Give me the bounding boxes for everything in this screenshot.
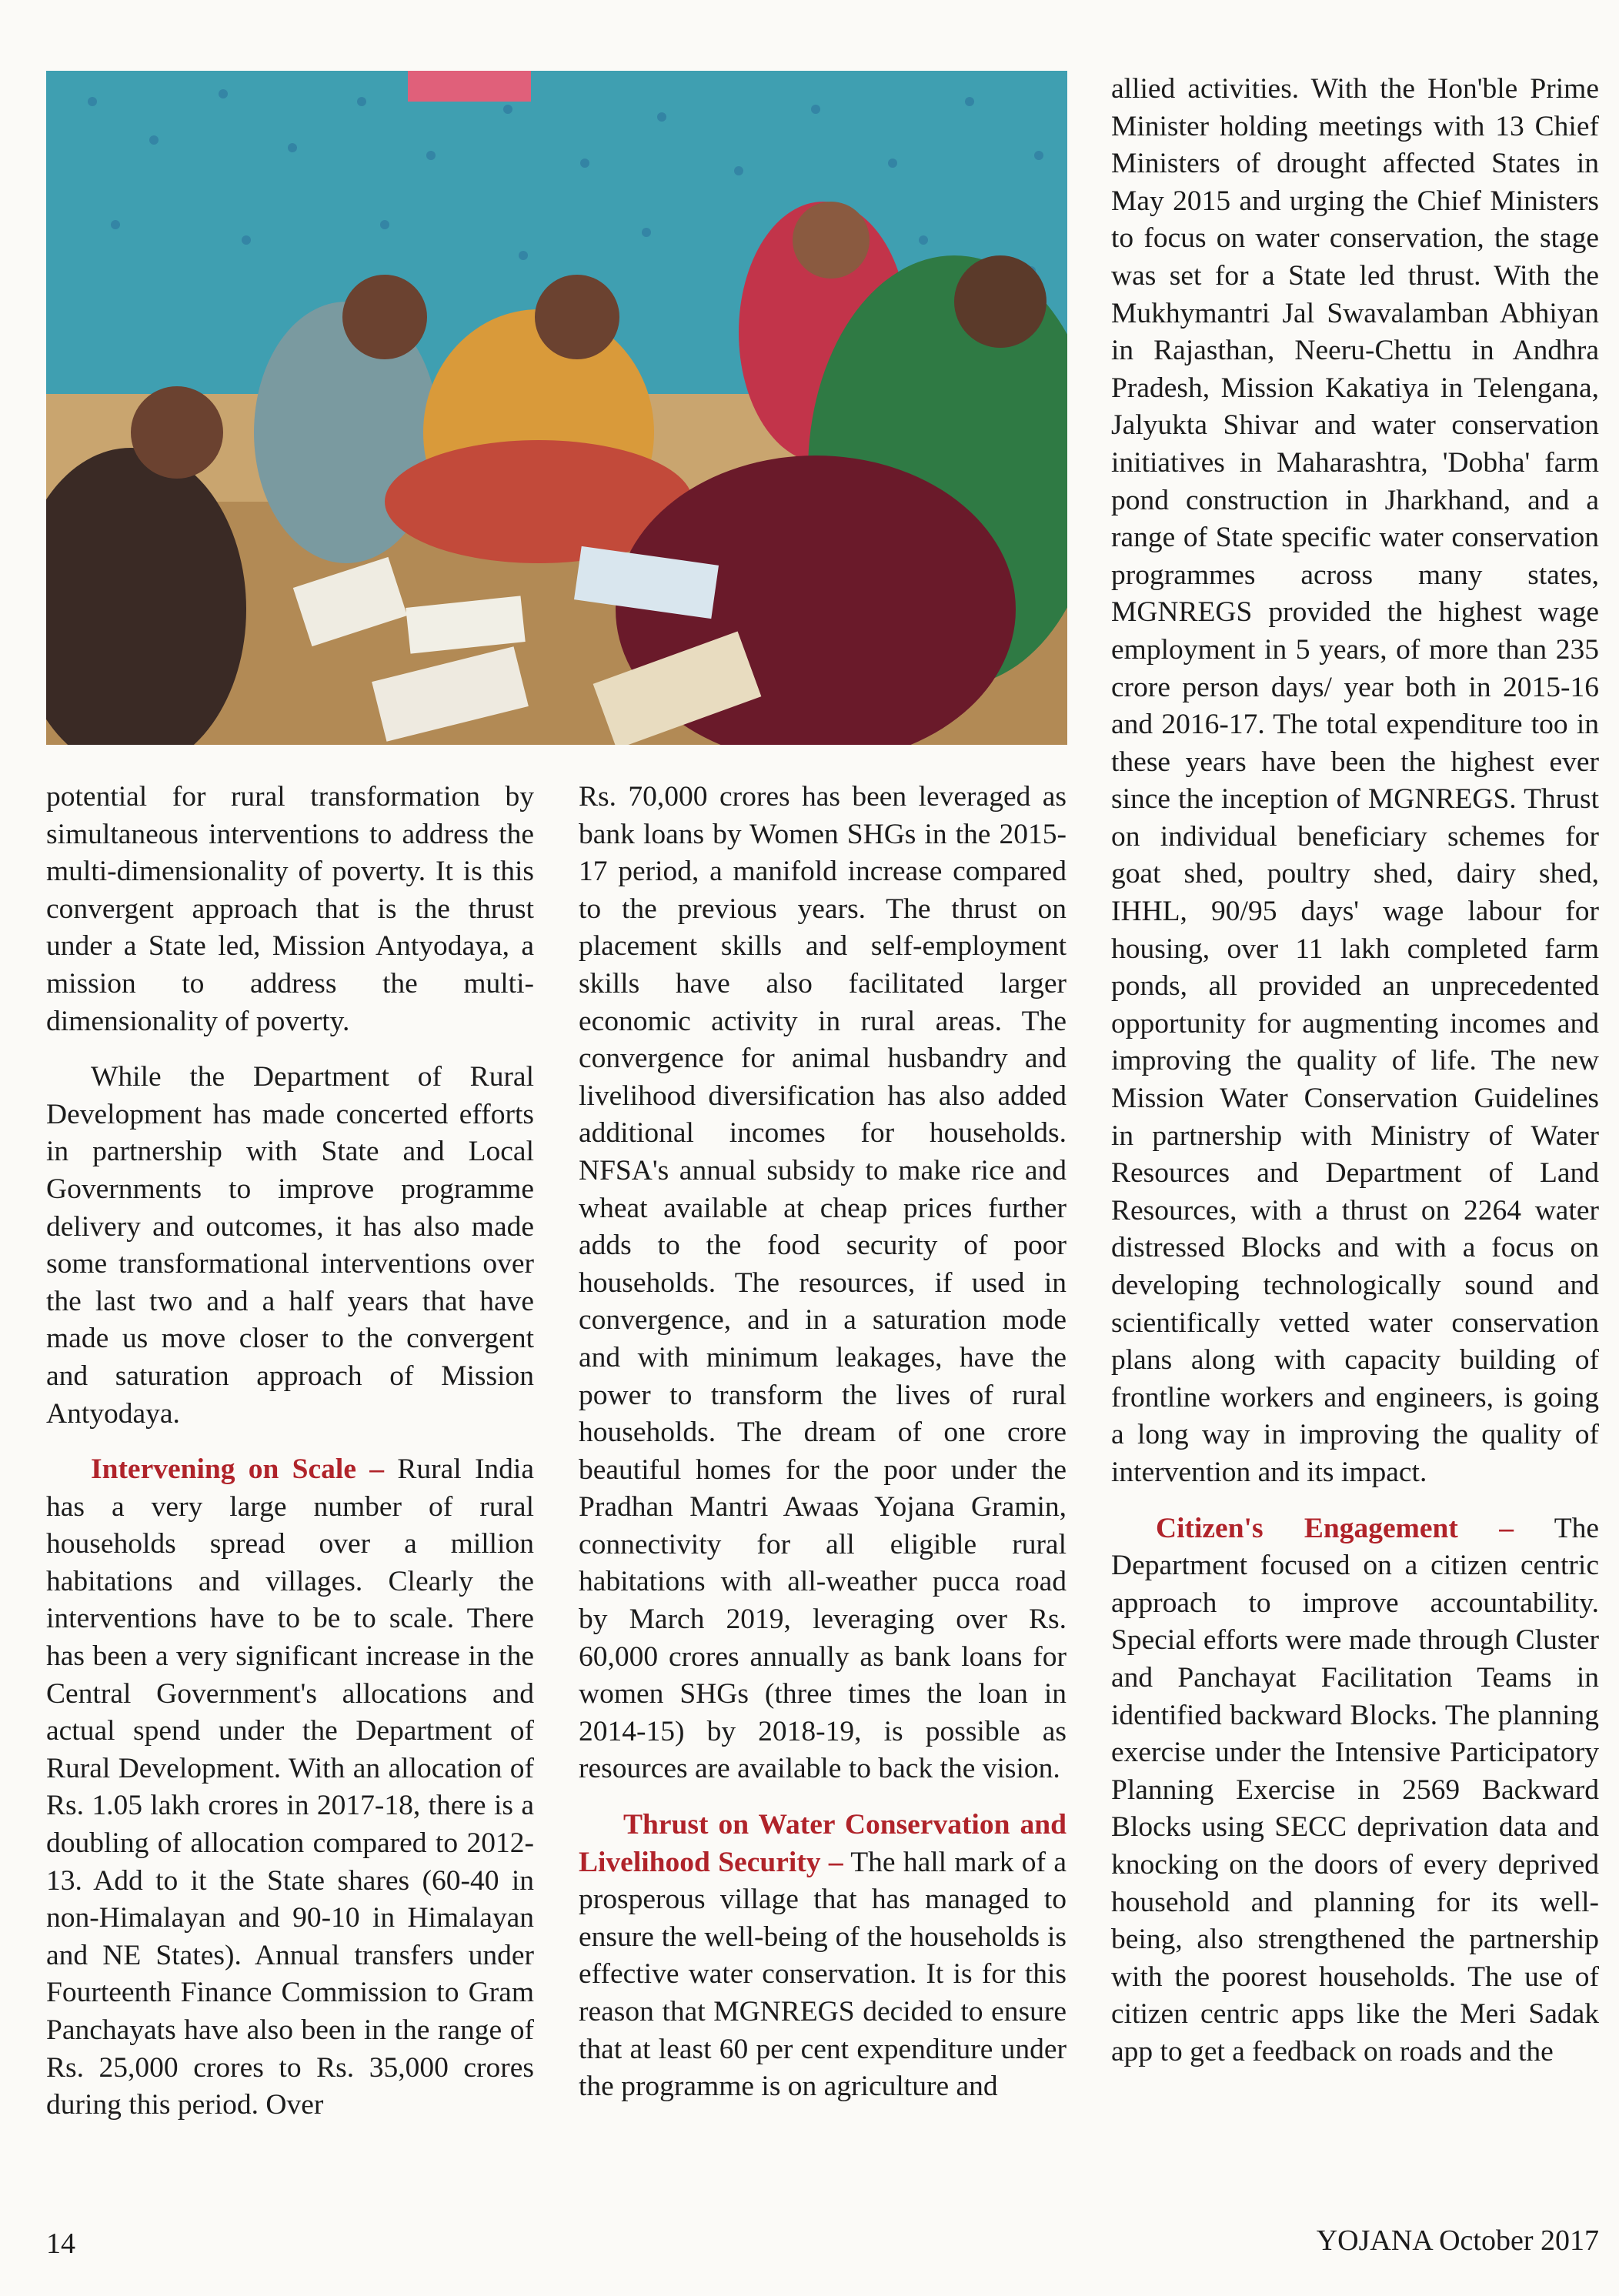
running-head: YOJANA October 2017 xyxy=(1316,2224,1599,2257)
paragraph xyxy=(579,1807,1067,2106)
paragraph: allied activities. With the Hon'ble Prime Minister holding meetings with 13 Chief Ministers of drought affected States in May 2015 and urging the Chief Ministers to focus on water conservation, the stage was set for a State led thrust. With the Mukhymantri Jal Swavalamban Abhiyan in Rajasthan, Neeru-Chettu in Andhra Pradesh, Mission Kakatiya in Telengana, Jalyukta Shivar and water conservation initiatives in Maharashtra, 'Dobha' farm pond construction in Jharkhand, and a range of State specific water conservation programmes across many states, MGNREGS provided the highest wage employment in 5 years, of more than 235 crore person days/ year both in 2015-16 and 2016-17. The total expenditure too in these years have been the highest ever since the inception of MGNREGS. Thrust on individual beneficiary schemes for goat shed, poultry shed, dairy shed, IHHL, 90/95 days' wage labour for housing, over 11 lakh completed farm ponds, all provided an unprecedented opportunity for augmenting incomes and improving the quality of life. The new Mission Water Conservation Guidelines in partnership with Ministry of Water Resources and Department of Land Resources, with a thrust on 2264 water distressed Blocks and with a focus on developing technologically sound and scientifically vetted water conservation plans along with capacity building of frontline workers and engineers, is going a long way in improving the quality of intervention and its impact. xyxy=(1111,73,1599,1488)
photo-illustration xyxy=(46,71,1067,745)
page-number: 14 xyxy=(46,2228,75,2260)
section-heading: Intervening on Scale – xyxy=(91,1453,385,1486)
paragraph-text: The hall mark of a prosperous village that has managed to ensure the well-being of the households is effective water conservation. It is for this reason that MGNREGS decided to ensure that at least 60 per cent expenditure under the programme is on agriculture and xyxy=(579,1846,1067,2103)
paragraph-text: Rural India has a very large number of rural households spread over a million habitations and villages. Clearly the interventions have to be to scale. There has been a very significant increase in the Central Government's allocations and actual spend under the Department of Rural Development. With an allocation of Rs. 1.05 lakh crores in 2017-18, there is a doubling of allocation compared to 2012-13. Add to it the State shares (60-40 in non-Himalayan and 90-10 in Himalayan and NE States). Annual transfers under Fourteenth Finance Commission to Gram Panchayats have also been in the range of Rs. 25,000 crores to Rs. 35,000 crores during this period. Over xyxy=(46,1453,534,2121)
section-heading: Thrust on Water Conservation and Livelihood Security – xyxy=(579,1809,1067,1878)
paragraph-text: The Department focused on a citizen centric approach to improve accountability. Special efforts were made through Cluster and Panchayat Facilitation Teams in identified backward Blocks. The planning exercise under the Intensive Participatory Planning Exercise in 2569 Backward Blocks using SECC deprivation data and knocking on the doors of every deprived household and planning for its well-being, also strengthened the partnership with the poorest households. The use of citizen centric apps like the Meri Sadak app to get a feedback on roads and the xyxy=(1111,1512,1599,2067)
women-shg-meeting-photo xyxy=(46,71,1067,745)
column-3 xyxy=(1111,71,1599,2071)
paragraph xyxy=(46,1451,534,2124)
column-2 xyxy=(579,779,1067,2106)
section-heading: Citizen's Engagement – xyxy=(1156,1512,1514,1544)
paragraph: While the Department of Rural Development has made concerted efforts in partnership with State and Local Governments to improve programme delivery and outcomes, it has also made some transformational interventions over the last two and a half years that have made us move closer to the convergent and saturation approach of Mission Antyodaya. xyxy=(46,1061,534,1430)
paragraph xyxy=(1111,1510,1599,2071)
column-1 xyxy=(46,779,534,2124)
paragraph: potential for rural transformation by simultaneous interventions to address the multi-dimensionality of poverty. It is this convergent approach that is the thrust under a State led, Mission Antyodaya, a mission to address the multi-dimensionality of poverty. xyxy=(46,781,534,1037)
paragraph: Rs. 70,000 crores has been leveraged as bank loans by Women SHGs in the 2015-17 period, a manifold increase compared to the previous years. The thrust on placement skills and self-employment skills have also facilitated larger economic activity in rural areas. The convergence for animal husbandry and livelihood diversification has also added additional incomes for households. NFSA's annual subsidy to make rice and wheat available at cheap prices further adds to the food security of poor households. The resources, if used in convergence, and in a saturation mode and with minimum leakages, have the power to transform the lives of rural households. The dream of one crore beautiful homes for the poor under the Pradhan Mantri Awaas Yojana Gramin, connectivity for all eligible rural habitations with all-weather pucca road by March 2019, leveraging over Rs. 60,000 crores annually as bank loans for women SHGs (three times the loan in 2014-15) by 2018-19, is possible as resources are available to back the vision. xyxy=(579,781,1067,1785)
